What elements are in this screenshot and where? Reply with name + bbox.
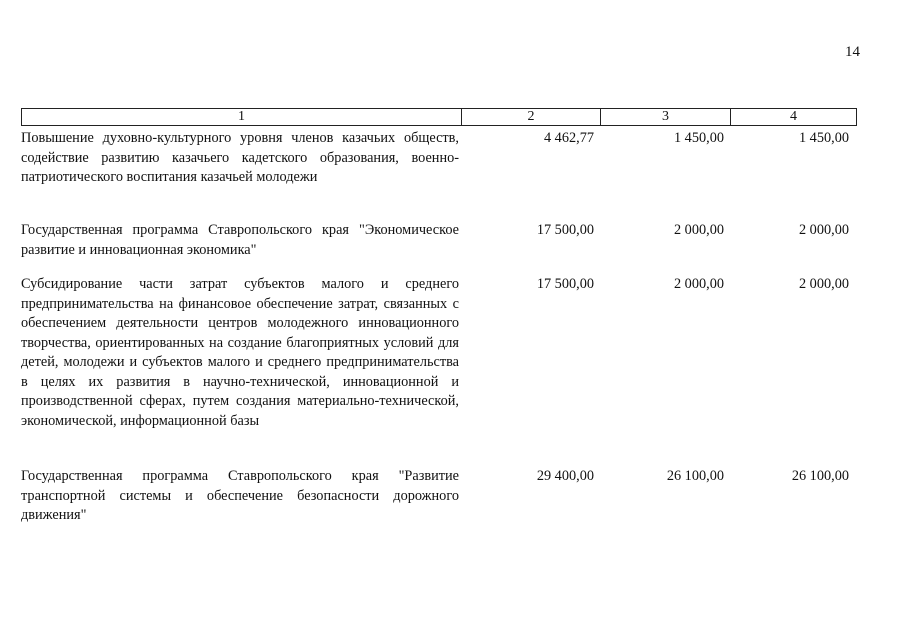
header-col-1: 1 <box>22 109 462 125</box>
row-value-col-4: 2 000,00 <box>798 222 849 238</box>
header-col-3: 3 <box>601 109 731 125</box>
row-value-col-2: 4 462,77 <box>543 130 594 146</box>
row-value-col-3: 2 000,00 <box>673 276 724 292</box>
row-description: Государственная программа Ставропольского края "Развитие транспортной системы и обеспечение безопасности дорожного движения" <box>21 468 459 523</box>
row-value-col-4: 1 450,00 <box>798 130 849 146</box>
header-col-4: 4 <box>790 109 797 124</box>
table-row <box>21 275 857 431</box>
table-row <box>21 221 857 260</box>
row-description: Повышение духовно-культурного уровня членов казачьих обществ, содействие развитию казачьего кадетского образования, военно-патриотического воспитания казачьей молодежи <box>21 130 459 185</box>
row-value-col-4: 26 100,00 <box>791 468 849 484</box>
page-number: 14 <box>845 44 860 60</box>
row-value-col-3: 1 450,00 <box>673 130 724 146</box>
row-value-col-2: 29 400,00 <box>536 468 594 484</box>
row-value-col-2: 17 500,00 <box>536 222 594 238</box>
budget-table <box>21 108 857 523</box>
row-description: Субсидирование части затрат субъектов малого и среднего предпринимательства на финансовое обеспечение затрат, связанных с обеспечением деятельности центров молодежного инновационного творчества, ориентированных на создание благоприятных условий для детей, молодежи и субъектов малого и среднего предпринимательства в целях их развития в научно-технической, инновационной и производственной сферах, путем создания материально-технической, экономической, информационной базы <box>21 276 459 429</box>
table-header-row <box>21 108 857 126</box>
row-value-col-4: 2 000,00 <box>798 276 849 292</box>
header-col-2: 2 <box>462 109 601 125</box>
row-value-col-2: 17 500,00 <box>536 276 594 292</box>
row-description: Государственная программа Ставропольского края "Экономическое развитие и инновационная экономика" <box>21 222 459 258</box>
table-row <box>21 467 857 526</box>
table-row <box>21 129 857 188</box>
row-value-col-3: 26 100,00 <box>666 468 724 484</box>
row-value-col-3: 2 000,00 <box>673 222 724 238</box>
